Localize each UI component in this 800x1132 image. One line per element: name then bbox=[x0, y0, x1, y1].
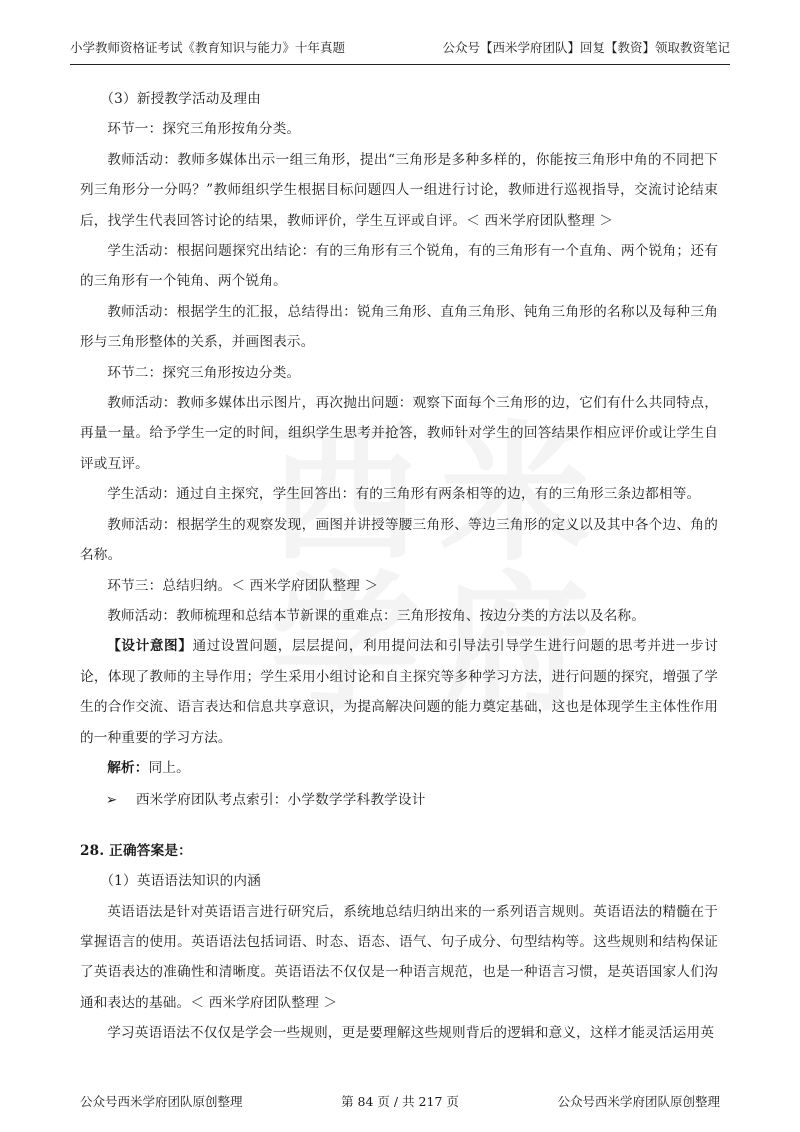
answer-paragraph: 英语语法是针对英语语言进行研究后，系统地总结归纳出来的一系列语言规则。英语语法的精髓在于掌握语言的使用。英语语法包括词语、时态、语态、语气、句子成分、句型结构等。这些规则和结构保证了英语表达的准确性和清晰度。英语语法不仅仅是一种语言规范，也是一种语言习惯，是英语国家人们沟通和表达的基础。＜ 西米学府团队整理 ＞ bbox=[80, 903, 718, 1011]
student-activity-paragraph: 学生活动：通过自主探究，学生回答出：有的三角形有两条相等的边，有的三角形三条边都相等。 bbox=[107, 486, 701, 503]
answer-paragraph: 学习英语语法不仅仅是学会一些规则，更是要理解这些规则背后的逻辑和意义，这样才能灵活运用英 bbox=[107, 1025, 715, 1042]
design-intent-label: 【设计意图】 bbox=[107, 638, 193, 655]
document-body bbox=[80, 84, 718, 1049]
analysis-paragraph bbox=[80, 753, 718, 783]
design-intent-text: 通过设置问题，层层提问，利用提问法和引导法引导学生进行问题的思考并进一步讨论，体现了教师的主导作用；学生采用小组讨论和自主探究等多种学习方法，进行问题的探究，增强了学生的合作交流、语言表达和信息共享意识，为提高解决问题的能力奠定基础，这也是体现学生主体性作用的一种重要的学习方法。 bbox=[80, 638, 718, 746]
link-three-heading: 环节三：总结归纳。＜ 西米学府团队整理 ＞ bbox=[107, 577, 379, 594]
section-title: （3）新授教学活动及理由 bbox=[100, 91, 261, 107]
question-number-heading: 28. 正确答案是： bbox=[80, 842, 192, 859]
design-intent-paragraph bbox=[80, 631, 718, 753]
index-bullet bbox=[80, 785, 718, 815]
footer-left-text: 公众号西米学府团队原创整理 bbox=[80, 1094, 243, 1109]
teacher-activity-paragraph: 教师活动：根据学生的观察发现，画图并讲授等腰三角形、等边三角形的定义以及其中各个边、角的名称。 bbox=[80, 516, 718, 564]
subsection-title: （1）英语语法知识的内涵 bbox=[100, 873, 261, 890]
analysis-text: 同上。 bbox=[148, 759, 190, 776]
teacher-activity-paragraph: 教师活动：教师多媒体出示图片，再次抛出问题：观察下面每个三角形的边，它们有什么共同特点，再量一量。给予学生一定的时间，组织学生思考并抢答，教师针对学生的回答结果作相应评价或让学生自评或互评。 bbox=[80, 395, 718, 472]
footer-right-text: 公众号西米学府团队原创整理 bbox=[557, 1094, 720, 1109]
link-two-heading: 环节二：探究三角形按边分类。 bbox=[107, 364, 301, 381]
header-right-text: 公众号【西米学府团队】回复【教资】领取教资笔记 bbox=[442, 40, 730, 55]
page-header bbox=[70, 28, 730, 65]
student-activity-paragraph: 学生活动：根据问题探究出结论：有的三角形有三个锐角，有的三角形有一个直角、两个锐角；还有的三角形有一个钝角、两个锐角。 bbox=[80, 243, 718, 290]
page-footer bbox=[80, 1092, 720, 1110]
teacher-activity-paragraph: 教师活动：根据学生的汇报，总结得出：锐角三角形、直角三角形、钝角三角形的名称以及每种三角形与三角形整体的关系，并画图表示。 bbox=[80, 303, 718, 351]
index-text: 西米学府团队考点索引：小学数学学科教学设计 bbox=[135, 792, 426, 809]
link-one-heading: 环节一：探究三角形按角分类。 bbox=[107, 121, 301, 138]
teacher-activity-paragraph: 教师活动：教师多媒体出示一组三角形，提出“三角形是多种多样的，你能按三角形中角的不同把下列三角形分一分吗？”教师组织学生根据目标问题四人一组进行讨论，教师进行巡视指导，交流讨论结束后，找学生代表回答讨论的结果，教师评价，学生互评或自评。＜ 西米学府团队整理 ＞ bbox=[80, 151, 718, 229]
analysis-label: 解析： bbox=[107, 759, 149, 776]
header-left-text: 小学教师资格证考试《教育知识与能力》十年真题 bbox=[70, 40, 346, 55]
teacher-activity-paragraph: 教师活动：教师梳理和总结本节新课的重难点：三角形按角、按边分类的方法以及名称。 bbox=[107, 607, 646, 624]
page-number: 第 84 页 / 共 217 页 bbox=[341, 1094, 459, 1109]
bullet-arrow-icon: ➢ bbox=[105, 792, 118, 809]
